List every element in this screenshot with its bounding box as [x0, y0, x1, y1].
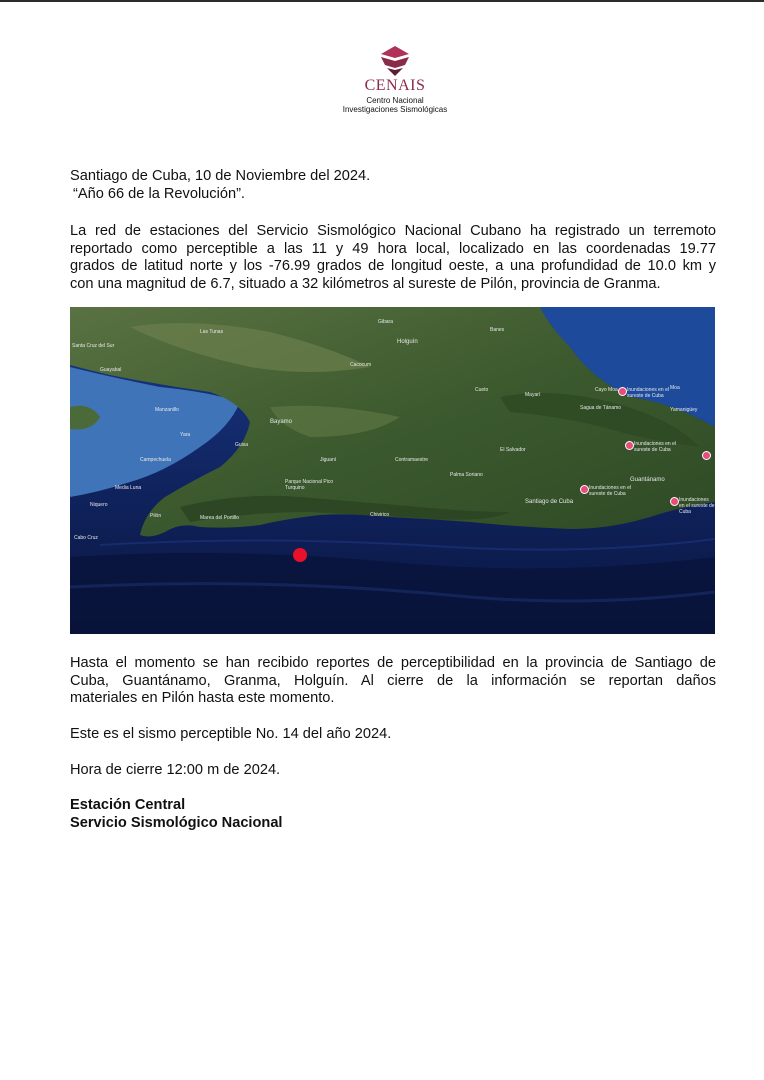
- map-label: Cueto: [475, 387, 489, 393]
- map-label: Moa: [670, 385, 680, 391]
- logo-subtitle-1: Centro Nacional: [366, 96, 424, 105]
- map-label: Yamanigüey: [670, 407, 698, 413]
- map-label: El Salvador: [500, 447, 526, 453]
- perceptible-count: Este es el sismo perceptible No. 14 del año 2024.: [70, 726, 392, 742]
- closing-time: [70, 762, 716, 780]
- logo-brand: CENAIS: [364, 77, 426, 94]
- map-label: Marea del Portillo: [200, 515, 239, 521]
- map-label: Guantánamo: [630, 477, 665, 483]
- cenais-logo: [330, 44, 460, 116]
- report-line: La red de estaciones del Servicio Sismológico Nacional Cubano ha registrado un terremoto: [70, 223, 716, 239]
- top-border: [0, 0, 764, 2]
- followup-line: Cuba, Guantánamo, Granma, Holguín. Al cierre de la información se reportan daños: [70, 672, 716, 689]
- map-label: Cacocum: [350, 362, 372, 368]
- flood-marker-icon[interactable]: [625, 441, 634, 450]
- flood-marker-icon[interactable]: [618, 387, 627, 396]
- map-label: Bayamo: [270, 419, 293, 425]
- report-line: grados de latitud norte y los -76.99 grados de longitud oeste, a una profundidad de 10.0 km y: [70, 258, 716, 274]
- flood-marker-icon[interactable]: [580, 485, 589, 494]
- signature-station: Estación Central: [70, 797, 186, 813]
- followup-line: materiales en Pilón hasta este momento.: [70, 690, 335, 706]
- signature-block: [70, 797, 716, 832]
- map-label: Manzanillo: [155, 407, 179, 413]
- map-label: Inundaciones en el sureste de Cuba: [627, 387, 669, 399]
- followup-paragraph: [70, 655, 716, 708]
- map-label: Media Luna: [115, 485, 142, 491]
- map-label: Santiago de Cuba: [525, 499, 574, 505]
- map-label: Mayarí: [525, 392, 541, 398]
- map-label: Niquero: [90, 502, 108, 508]
- flood-marker-icon[interactable]: [702, 451, 711, 460]
- followup-line: Hasta el momento se han recibido reportes de perceptibilidad en la provincia de Santiago de: [70, 655, 716, 671]
- flood-marker-icon[interactable]: [670, 497, 679, 506]
- map-terrain: [70, 307, 715, 634]
- map-label: Holguín: [397, 339, 418, 345]
- map-label: Jiguaní: [320, 457, 337, 463]
- year-motto: “Año 66 de la Revolución”.: [73, 185, 245, 202]
- count-line: [70, 726, 716, 744]
- place-date: Santiago de Cuba, 10 de Noviembre del 2024.: [70, 168, 371, 184]
- map-label: Pilón: [150, 513, 162, 519]
- map-label: Inundaciones en el sureste de Cuba: [634, 441, 676, 453]
- cenais-emblem-icon: [375, 44, 415, 78]
- map-label: Banes: [490, 327, 505, 333]
- map-label: Campechuela: [140, 457, 171, 463]
- map-label: Chivirico: [370, 512, 390, 518]
- map-label: Sagua de Tánamo: [580, 405, 622, 411]
- closing-line: Hora de cierre 12:00 m de 2024.: [70, 762, 281, 778]
- signature-service: Servicio Sismológico Nacional: [70, 814, 283, 831]
- map-label: Guisa: [235, 442, 249, 448]
- map-label: Inundaciones en el sureste de Cuba: [589, 485, 631, 497]
- map-label: Yara: [180, 432, 191, 438]
- epicenter-marker[interactable]: [293, 548, 307, 562]
- map-label: Guayabal: [100, 367, 122, 373]
- logo-subtitle-2: Investigaciones Sismológicas: [342, 105, 448, 114]
- map-label: Santa Cruz del Sur: [72, 343, 115, 349]
- map-label: Palma Soriano: [450, 472, 483, 478]
- map-label: Cayo Moa: [595, 387, 618, 393]
- map-label: Parque Nacional Pico Turquino: [285, 479, 334, 491]
- map-label: Gibara: [378, 319, 394, 325]
- report-paragraph: [70, 223, 716, 293]
- epicenter-map: [70, 307, 715, 634]
- date-header: [70, 168, 716, 203]
- map-label: Inundaciones en el sureste de Cuba: [679, 497, 715, 515]
- map-label: Cabo Cruz: [74, 535, 98, 541]
- map-label: Contramaestre: [395, 457, 429, 463]
- report-line: reportado como perceptible a las 11 y 49 hora local, localizado en las coordenadas 19.77: [70, 240, 716, 257]
- report-line: con una magnitud de 6.7, situado a 32 kilómetros al sureste de Pilón, provincia de Granma.: [70, 275, 661, 292]
- map-label: Las Tunas: [200, 329, 224, 335]
